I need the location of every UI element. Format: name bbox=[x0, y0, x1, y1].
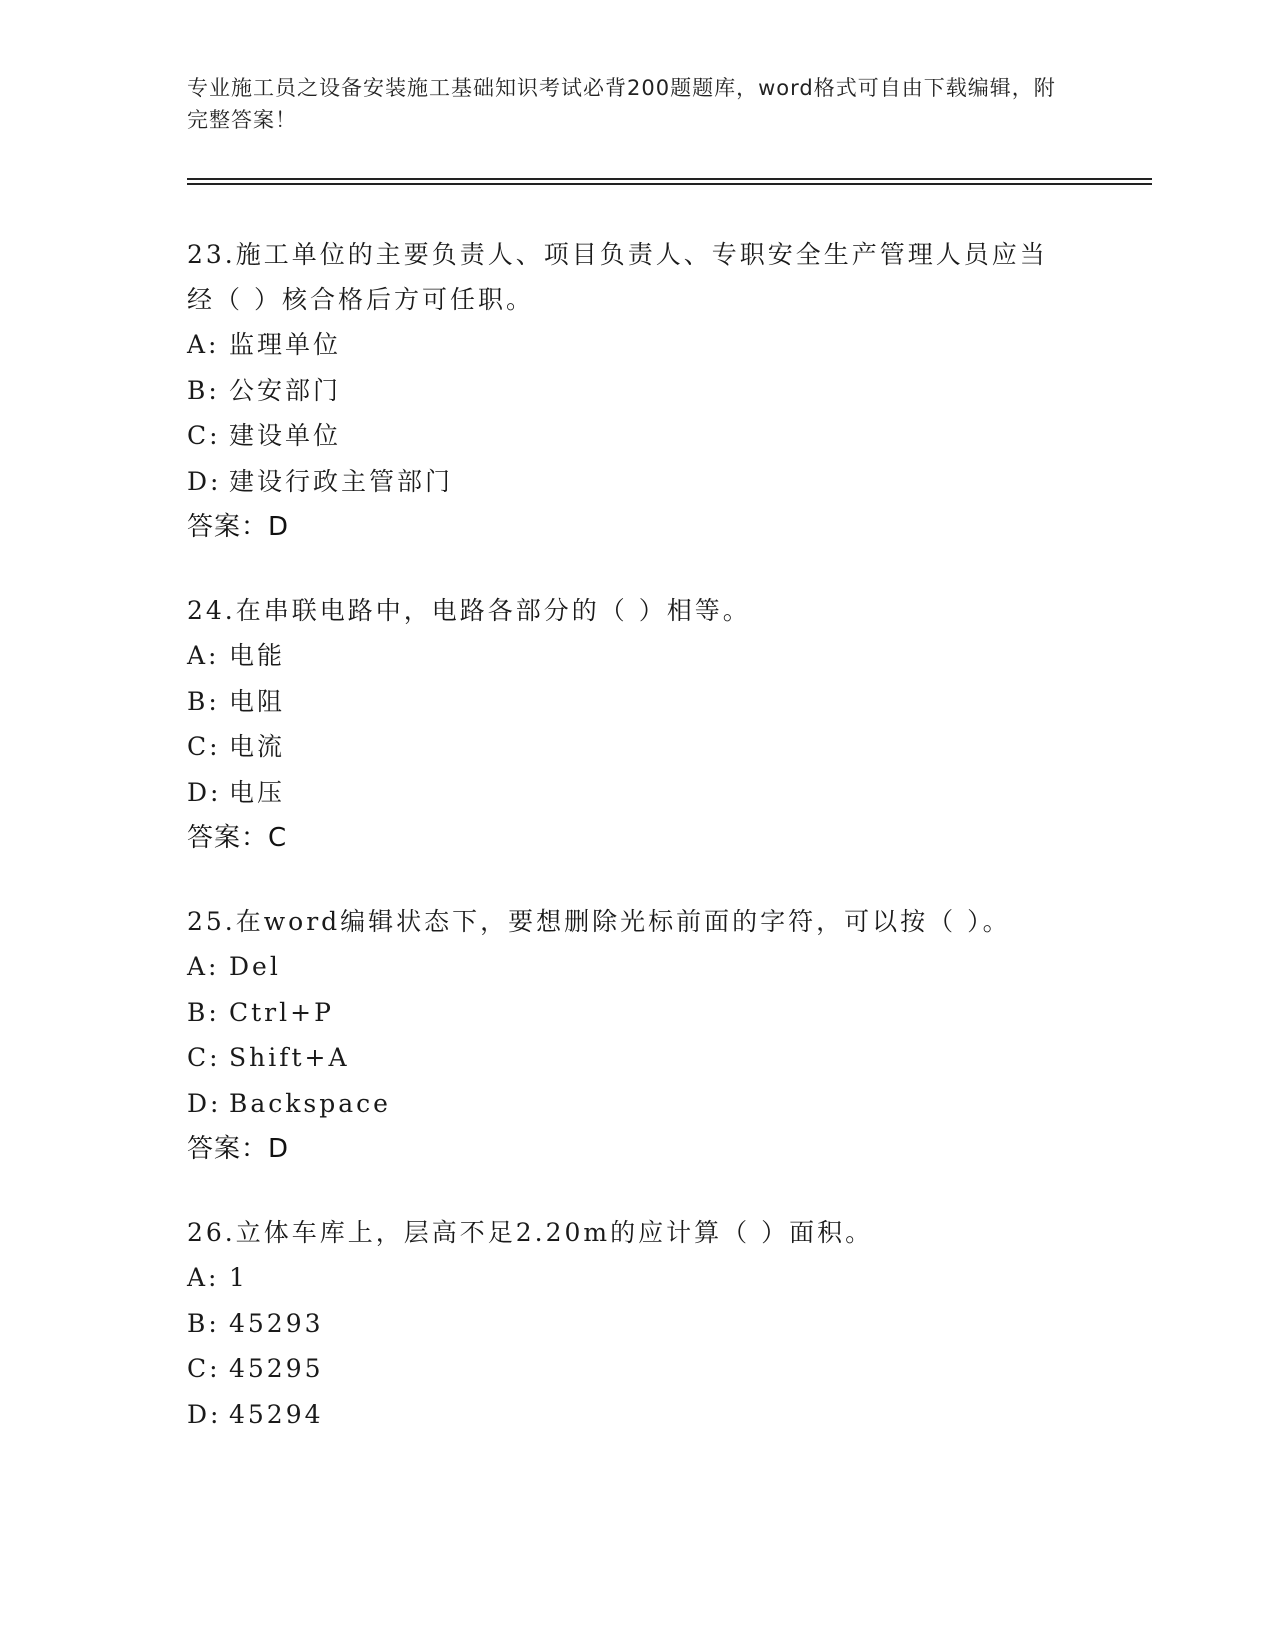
option-a bbox=[187, 633, 1087, 679]
option-d bbox=[187, 1392, 1087, 1438]
option-key: C: bbox=[187, 1043, 221, 1072]
question-text: 24.在串联电路中，电路各部分的（ ）相等。 bbox=[187, 596, 751, 625]
answer-label: 答案：D bbox=[187, 1134, 290, 1164]
question-list bbox=[187, 232, 1087, 1475]
option-key: B: bbox=[187, 997, 220, 1027]
option-b bbox=[187, 1301, 1087, 1347]
option-c bbox=[187, 1346, 1087, 1392]
option-b bbox=[187, 990, 1087, 1036]
header-divider-bottom bbox=[187, 183, 1152, 185]
option-c bbox=[187, 413, 1087, 459]
option-b bbox=[187, 679, 1087, 725]
option-key: C: bbox=[187, 1354, 221, 1383]
option-key: C: bbox=[187, 421, 221, 450]
option-key: D: bbox=[187, 1088, 222, 1118]
question-text: 26.立体车库上，层高不足2.20m的应计算（ ）面积。 bbox=[187, 1218, 874, 1247]
option-a bbox=[187, 1255, 1087, 1301]
option-text: 建设单位 bbox=[229, 421, 342, 450]
option-key: A: bbox=[187, 952, 220, 981]
answer-label: 答案：D bbox=[187, 512, 290, 542]
option-key: A: bbox=[187, 330, 220, 359]
option-d bbox=[187, 459, 1087, 505]
question-text: 23.施工单位的主要负责人、项目负责人、专职安全生产管理人员应当经（ ）核合格后方可任职。 bbox=[187, 240, 1048, 314]
header-divider-top bbox=[187, 178, 1152, 180]
option-text: 公安部门 bbox=[229, 375, 342, 405]
option-key: B: bbox=[187, 686, 220, 716]
document-header: 专业施工员之设备安装施工基础知识考试必背200题题库，word格式可自由下载编辑，附完整答案！ bbox=[187, 76, 1056, 132]
option-text: 45294 bbox=[229, 1399, 324, 1429]
option-key: C: bbox=[187, 732, 221, 761]
option-text: 监理单位 bbox=[229, 330, 342, 359]
option-text: Ctrl+P bbox=[229, 997, 334, 1027]
option-d bbox=[187, 770, 1087, 816]
question-23 bbox=[187, 232, 1087, 550]
option-text: Del bbox=[229, 952, 281, 981]
option-text: 45295 bbox=[229, 1354, 324, 1383]
option-text: 建设行政主管部门 bbox=[229, 466, 454, 496]
option-c bbox=[187, 1035, 1087, 1081]
option-text: 电流 bbox=[229, 732, 286, 761]
option-c bbox=[187, 724, 1087, 770]
option-key: D: bbox=[187, 466, 222, 496]
option-text: 1 bbox=[229, 1263, 248, 1292]
question-26 bbox=[187, 1210, 1087, 1437]
option-a bbox=[187, 944, 1087, 990]
question-25 bbox=[187, 899, 1087, 1172]
option-a bbox=[187, 322, 1087, 368]
option-key: B: bbox=[187, 375, 220, 405]
answer-label: 答案：C bbox=[187, 823, 288, 853]
option-text: Shift+A bbox=[229, 1043, 350, 1072]
option-text: 45293 bbox=[229, 1308, 324, 1338]
option-text: 电能 bbox=[229, 641, 286, 670]
option-d bbox=[187, 1081, 1087, 1127]
option-key: B: bbox=[187, 1308, 220, 1338]
option-key: A: bbox=[187, 1263, 220, 1292]
option-text: 电阻 bbox=[229, 686, 286, 716]
option-text: 电压 bbox=[229, 777, 286, 807]
option-text: Backspace bbox=[229, 1088, 391, 1118]
option-key: A: bbox=[187, 641, 220, 670]
option-key: D: bbox=[187, 1399, 222, 1429]
question-24 bbox=[187, 588, 1087, 861]
option-b bbox=[187, 368, 1087, 414]
question-text: 25.在word编辑状态下，要想删除光标前面的字符，可以按（ ）。 bbox=[187, 907, 1011, 936]
option-key: D: bbox=[187, 777, 222, 807]
